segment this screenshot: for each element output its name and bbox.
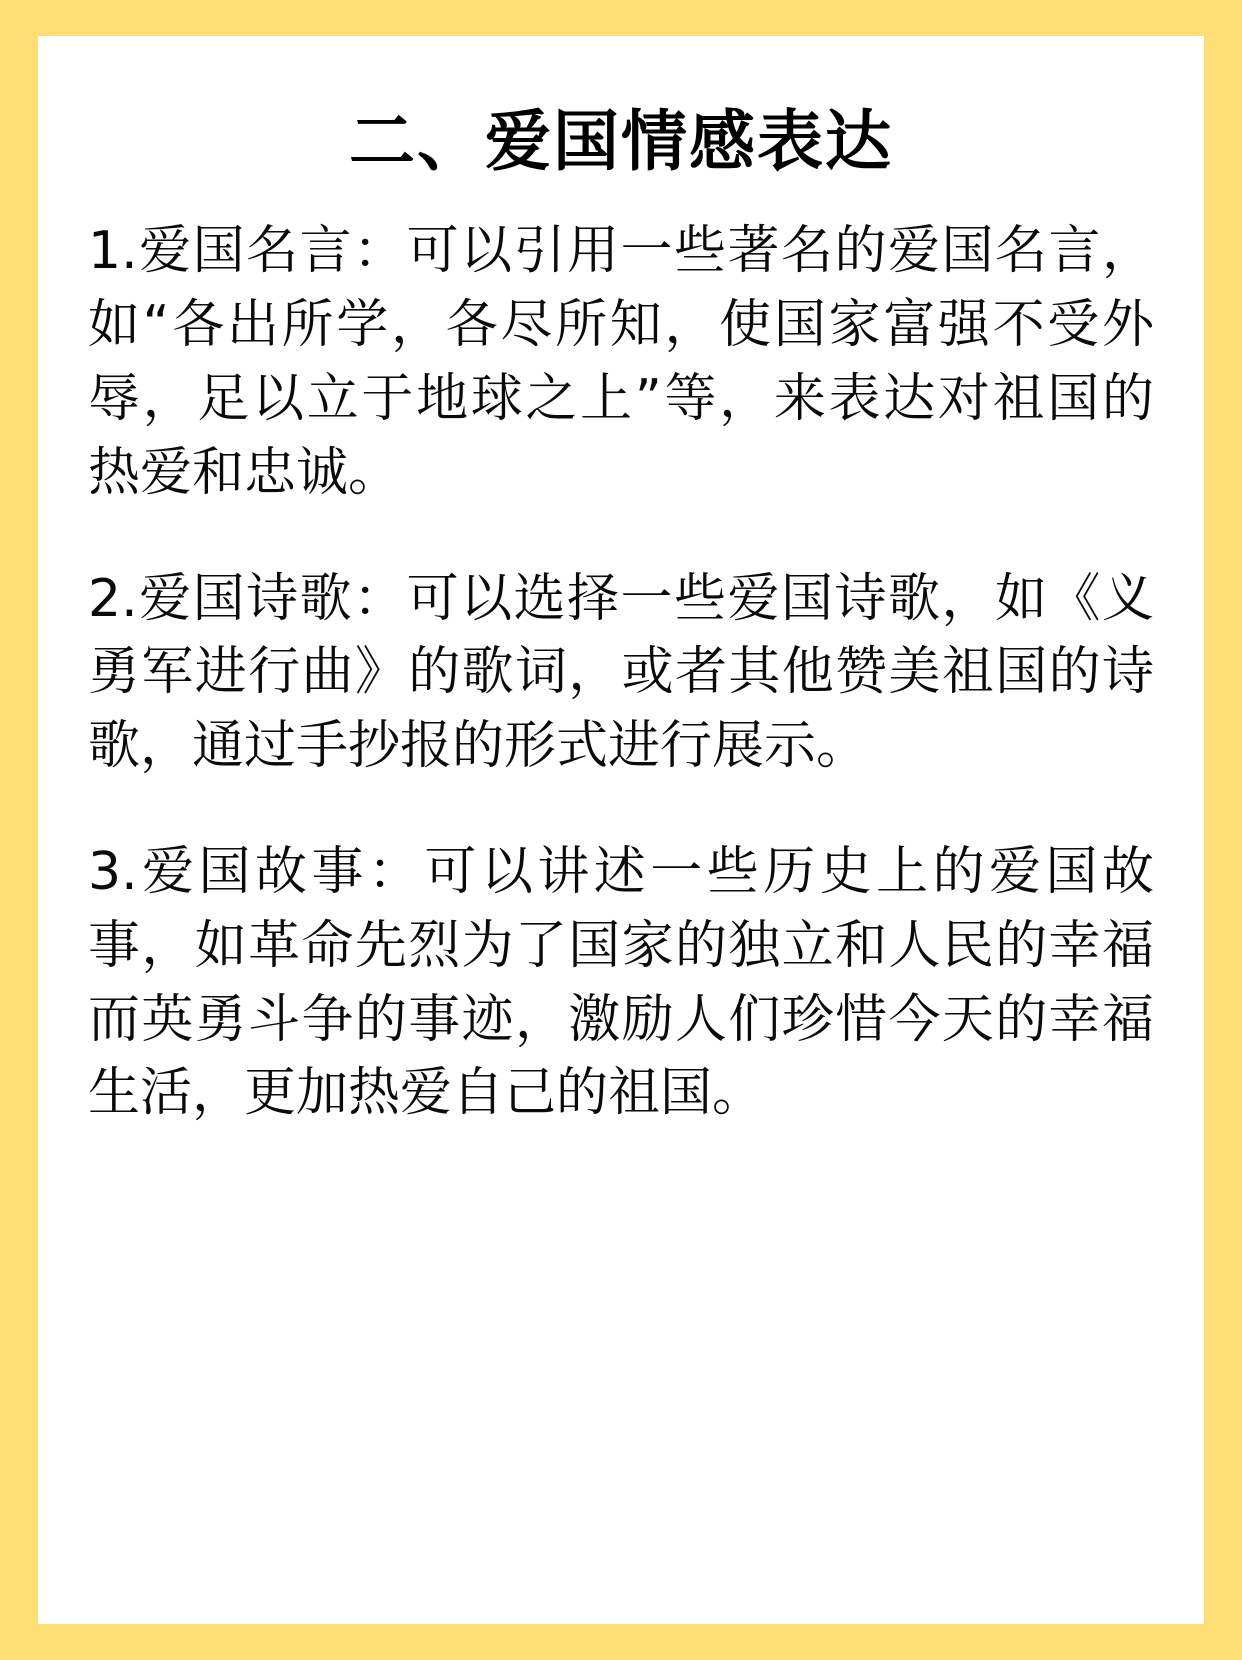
page-title: 二、爱国情感表达 (349, 103, 893, 180)
document-card (38, 36, 1204, 1624)
paragraph-patriotic-poems: 2.爱国诗歌：可以选择一些爱国诗歌，如《义勇军进行曲》的歌词，或者其他赞美祖国的诗歌，通过手抄报的形式进行展示。 (88, 568, 1154, 777)
paragraph-patriotic-stories: 3.爱国故事：可以讲述一些历史上的爱国故事，如革命先烈为了国家的独立和人民的幸福而英勇斗争的事迹，激励人们珍惜今天的幸福生活，更加热爱自己的祖国。 (88, 841, 1154, 1124)
paragraph-patriotic-quotes: 1.爱国名言：可以引用一些著名的爱国名言，如“各出所学，各尽所知，使国家富强不受外辱，足以立于地球之上”等，来表达对祖国的热爱和忠诚。 (88, 221, 1154, 503)
